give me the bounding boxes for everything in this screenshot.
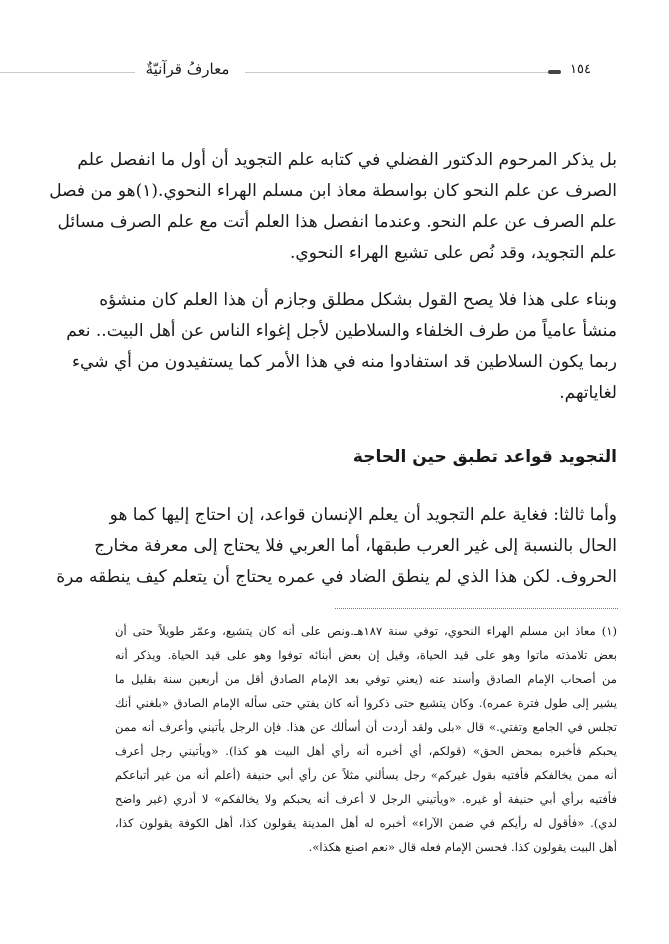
header-dash bbox=[548, 70, 561, 74]
header-rule-left bbox=[0, 72, 135, 73]
footnote-line: يحبكم فأخبره بمحض الحق» (قولكم، أي أخبره أنه رأي أهل البيت هو كذا). «ويأتيني رجل أعرف bbox=[115, 744, 617, 758]
text-line: الصرف عن علم النحو كان بواسطة معاذ ابن مسلم الهراء النحوي.(١)هو من فصل bbox=[49, 181, 617, 201]
text-line: بل يذكر المرحوم الدكتور الفضلي في كتابه علم التجويد أن أول ما انفصل علم bbox=[77, 150, 617, 170]
page-number: ١٥٤ bbox=[570, 62, 591, 77]
footnote-line: تجلس في الجامع وتفتي.» قال «بلى ولقد أردت أن أسألك عن هذا. فإن الرجل يأتيني وأعرف أنه ممن bbox=[115, 720, 617, 734]
text-line: ربما يكون السلاطين قد استفادوا منه في هذا الأمر كما يستفيدون من أي شيء bbox=[72, 352, 617, 372]
footnote-separator bbox=[335, 608, 618, 609]
footnote-line: (١) معاذ ابن مسلم الهراء النحوي، توفي سنة ١٨٧هـ.ونص على أنه كان يتشيع، وعمّر طويلاً حتى أن bbox=[115, 624, 617, 638]
footnote-line: بعض تلامذته ماتوا وهو على قيد الحياة، وقيل إن بعض أبنائه توفوا وهو على قيد الحياة. ويذكر أنه bbox=[115, 648, 617, 662]
book-title: معارفُ قرآنيّةٌ bbox=[145, 60, 230, 78]
text-line: علم التجويد، وقد نُص على تشيع الهراء النحوي. bbox=[289, 243, 617, 263]
text-line: وأما ثالثا: فغاية علم التجويد أن يعلم الإنسان قواعد، إن احتاج إليها كما هو bbox=[109, 505, 617, 525]
footnote-line: من أصحاب الإمام الصادق وأسند عنه (يعني توفي بعد الإمام الصادق أقل من أربعين سنة بقليل ما bbox=[115, 672, 617, 686]
footnote-line: فأفتيه برأي أبي حنيفة أو غيره. «ويأتيني الرجل لا أعرف أنه يحبكم ولا يخالفكم» لا أدري (غير واضح bbox=[115, 792, 617, 806]
footnote-line: لدي). «فأقول له رأيكم في ضمن الآراء» أخبره له أهل المدينة يقولون كذا، أهل الكوفة يقولون كذا، bbox=[115, 816, 617, 830]
text-line: منشأ عامياً من طرف الخلفاء والسلاطين لأجل إغواء الناس عن أهل البيت.. نعم bbox=[66, 321, 617, 341]
header-rule-right bbox=[245, 72, 553, 73]
footnote-line: أنه ممن يخالفكم فأفتيه بقول غيركم» رجل يسألني مثلاً عن رأي أبي حنيفة (أعلم أنه من غير أتباعكم bbox=[115, 768, 617, 782]
text-line: علم الصرف عن علم النحو. وعندما انفصل هذا العلم أتت مع علم الصرف مسائل bbox=[57, 212, 617, 232]
text-line: لغاياتهم. bbox=[559, 383, 617, 403]
text-line: الحروف. لكن هذا الذي لم ينطق الضاد في عمره يحتاج أن يتعلم كيف ينطقه مرة bbox=[56, 567, 617, 587]
footnote-line: يشير إلى طول فترة عمره). وكان يتشيع حتى ذكروا أنه كان يفتي حتى سأله الإمام الصادق «بلغني أنك bbox=[115, 696, 617, 710]
text-line: وبناء على هذا فلا يصح القول بشكل مطلق وجازم أن هذا العلم كان منشؤه bbox=[99, 290, 617, 310]
text-line: الحال بالنسبة إلى غير العرب طبقها، أما العربي فلا يحتاج إلى معرفة مخارج bbox=[94, 536, 617, 556]
section-heading: التجويد قواعد تطبق حين الحاجة bbox=[352, 447, 617, 467]
footnote-line: أهل البيت يقولون كذا. فحسن الإمام فعله قال «نعم اصنع هكذا». bbox=[308, 840, 617, 854]
